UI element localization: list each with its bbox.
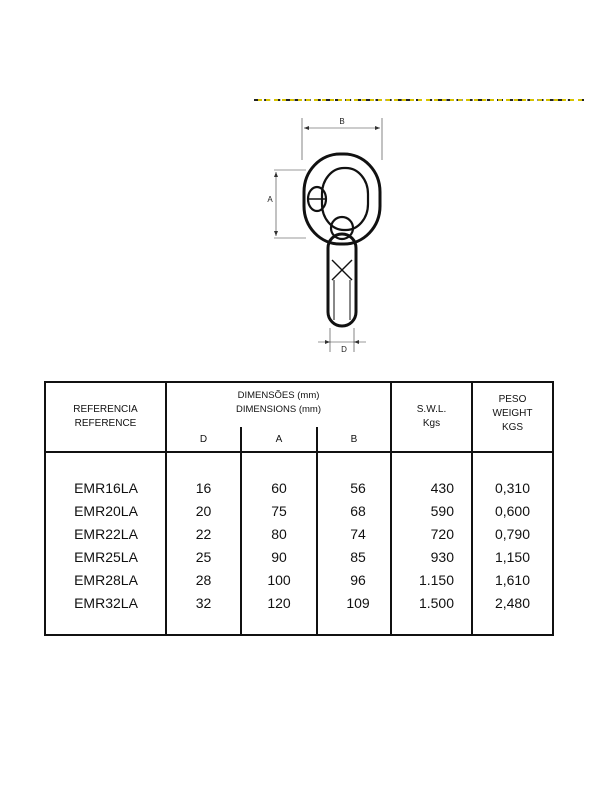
table-cell: 80 (271, 526, 287, 542)
table-cell: 430 (430, 480, 454, 496)
table-cell: 1.150 (418, 572, 454, 588)
column-a (242, 477, 316, 615)
table-cell: 16 (195, 480, 212, 496)
dimension-b-label: B (339, 117, 345, 126)
table-cell: 0,790 (494, 526, 531, 542)
table-cell: EMR32LA (74, 595, 138, 611)
table-cell: 0,600 (494, 503, 531, 519)
table-cell: 32 (195, 595, 212, 611)
table-cell: 2,480 (494, 595, 531, 611)
column-d (167, 477, 240, 615)
table-cell: 1.500 (418, 595, 454, 611)
table-cell: 25 (195, 549, 212, 565)
header-weight: PESO WEIGHT KGS (492, 394, 533, 433)
table-cell: 85 (350, 549, 366, 565)
table-cell: 56 (350, 480, 366, 496)
header-reference: REFERENCIA REFERENCE (73, 404, 138, 429)
table-cell: EMR25LA (74, 549, 138, 565)
column-b (318, 477, 398, 615)
table-cell: 120 (267, 595, 291, 611)
table-cell: EMR16LA (74, 480, 138, 496)
dimension-a-label: A (267, 195, 273, 204)
table-cell: 20 (195, 503, 212, 519)
table-cell: EMR28LA (74, 572, 138, 588)
column-weight (473, 477, 552, 615)
table-cell: 90 (271, 549, 287, 565)
specifications-table (44, 381, 554, 636)
table-cell: 96 (350, 572, 366, 588)
table-cell: 75 (271, 503, 287, 519)
link-technical-drawing (262, 110, 402, 360)
table-cell: 60 (271, 480, 287, 496)
header-dimensions: DIMENSÕES (mm) DIMENSIONS (mm) (236, 390, 321, 415)
header-dim-d: D (199, 434, 208, 445)
table-cell: EMR22LA (74, 526, 138, 542)
table-cell: 590 (430, 503, 454, 519)
dimension-d-label: D (341, 345, 347, 354)
table-cell: 1,150 (494, 549, 531, 565)
table-cell: 74 (350, 526, 366, 542)
table-cell: 720 (430, 526, 454, 542)
table-cell: 28 (195, 572, 212, 588)
table-cell: 930 (430, 549, 454, 565)
table-cell: 1,610 (494, 572, 531, 588)
dashed-separator (254, 99, 584, 101)
table-cell: 22 (195, 526, 212, 542)
header-dim-b: B (350, 434, 358, 445)
table-cell: 68 (350, 503, 366, 519)
table-cell: 100 (267, 572, 291, 588)
table-cell: 0,310 (494, 480, 531, 496)
column-reference (56, 477, 156, 615)
header-swl: S.W.L. Kgs (416, 404, 447, 429)
column-swl (392, 477, 454, 615)
header-dim-a: A (275, 434, 283, 445)
table-cell: 109 (346, 595, 370, 611)
table-cell: EMR20LA (74, 503, 138, 519)
